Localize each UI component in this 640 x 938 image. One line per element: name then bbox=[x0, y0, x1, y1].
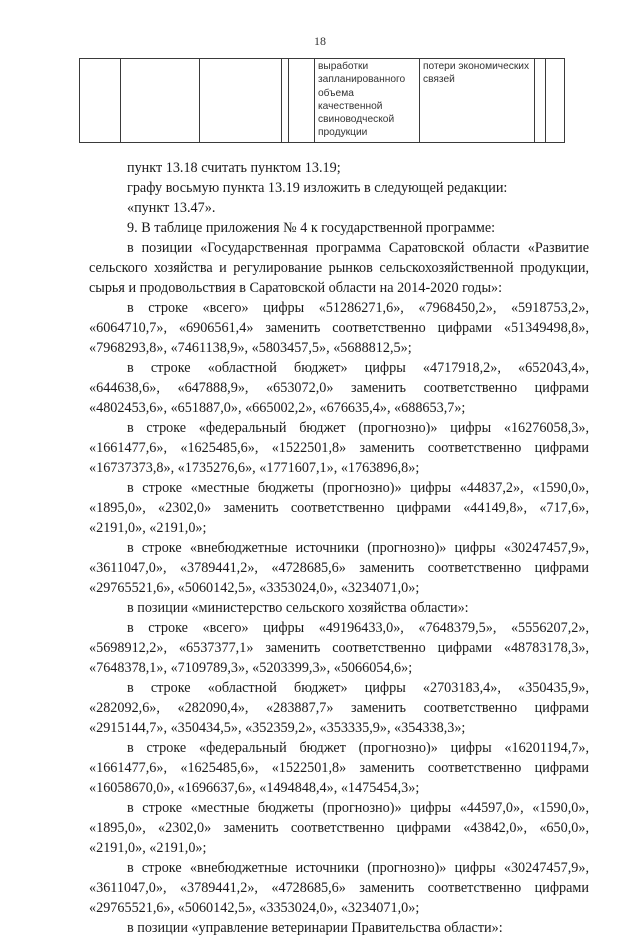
text-line: «6064710,7», «6906561,4» заменить соответственно цифрами «51349498,8», bbox=[89, 320, 589, 336]
text-line: «5698912,2», «6537377,1» заменить соответственно цифрами «48783178,3», bbox=[89, 640, 589, 656]
text-line: «29765521,6», «5060142,5», «3353024,0», «3234071,0»; bbox=[89, 900, 420, 916]
table-row bbox=[80, 59, 565, 143]
text-line: «16058670,0», «1696637,6», «1494848,4», «1475454,3»; bbox=[89, 780, 420, 796]
text-line: «2191,0», «2191,0»; bbox=[89, 840, 207, 856]
text-line: графу восьмую пункта 13.19 изложить в следующей редакции: bbox=[127, 180, 508, 196]
text-line: в строке «всего» цифры «49196433,0», «7648379,5», «5556207,2», bbox=[127, 620, 589, 636]
table-cell bbox=[200, 59, 282, 143]
text-line: в строке «областной бюджет» цифры «2703183,4», «350435,9», bbox=[127, 680, 589, 696]
table-cell bbox=[282, 59, 289, 143]
text-line: «29765521,6», «5060142,5», «3353024,0», «3234071,0»; bbox=[89, 580, 420, 596]
table-cell bbox=[121, 59, 200, 143]
table-cell bbox=[289, 59, 315, 143]
text-line: «пункт 13.47». bbox=[127, 200, 216, 216]
text-line: в строке «федеральный бюджет (прогнозно)» цифры «16201194,7», bbox=[127, 740, 589, 756]
text-line: в позиции «Государственная программа Саратовской области «Развитие bbox=[127, 240, 589, 256]
document-body bbox=[89, 158, 589, 938]
text-line: «1895,0», «2302,0» заменить соответственно цифрами «43842,0», «650,0», bbox=[89, 820, 589, 836]
text-line: «7648378,1», «7109789,3», «5203399,3», «5066054,6»; bbox=[89, 660, 413, 676]
text-line: в строке «областной бюджет» цифры «4717918,2», «652043,4», bbox=[127, 360, 589, 376]
text-line: в позиции «управление ветеринарии Правительства области»: bbox=[127, 920, 503, 936]
text-line: пункт 13.18 считать пунктом 13.19; bbox=[127, 160, 341, 176]
text-line: в позиции «министерство сельского хозяйства области»: bbox=[127, 600, 469, 616]
continuation-table bbox=[79, 58, 565, 143]
text-line: 9. В таблице приложения № 4 к государственной программе: bbox=[127, 220, 496, 236]
table-cell bbox=[535, 59, 546, 143]
table-cell-result: выработки запланированного объема качественной свиноводческой продукции bbox=[315, 59, 420, 143]
text-line: сельского хозяйства и регулирование рынков сельскохозяйственной продукции, bbox=[89, 260, 589, 276]
text-line: «1895,0», «2302,0» заменить соответственно цифрами «44149,8», «717,6», bbox=[89, 500, 589, 516]
table-cell-risks: потери экономических связей bbox=[420, 59, 535, 143]
text-line: «16737373,8», «1735276,6», «1771607,1», «1763896,8»; bbox=[89, 460, 420, 476]
text-line: в строке «федеральный бюджет (прогнозно)» цифры «16276058,3», bbox=[127, 420, 589, 436]
text-line: «3611047,0», «3789441,2», «4728685,6» заменить соответственно цифрами bbox=[89, 560, 589, 576]
text-line: «2915144,7», «350434,5», «352359,2», «353335,9», «354338,3»; bbox=[89, 720, 466, 736]
text-line: в строке «внебюджетные источники (прогнозно)» цифры «30247457,9», bbox=[127, 540, 589, 556]
text-line: «7968293,8», «7461138,9», «5803457,5», «5688812,5»; bbox=[89, 340, 412, 356]
text-line: в строке «внебюджетные источники (прогнозно)» цифры «30247457,9», bbox=[127, 860, 589, 876]
text-line: в строке «местные бюджеты (прогнозно)» цифры «44837,2», «1590,0», bbox=[127, 480, 589, 496]
text-line: «4802453,6», «651887,0», «665002,2», «676635,4», «688653,7»; bbox=[89, 400, 466, 416]
text-line: сырья и продовольствия в Саратовской области на 2014-2020 годы»: bbox=[89, 280, 503, 296]
text-line: «1661477,6», «1625485,6», «1522501,8» заменить соответственно цифрами bbox=[89, 440, 589, 456]
text-line: «2191,0», «2191,0»; bbox=[89, 520, 207, 536]
text-line: «282092,6», «282090,4», «283887,7» заменить соответственно цифрами bbox=[89, 700, 589, 716]
table-cell bbox=[80, 59, 121, 143]
text-line: в строке «местные бюджеты (прогнозно)» цифры «44597,0», «1590,0», bbox=[127, 800, 589, 816]
text-line: «644638,6», «647888,9», «653072,0» заменить соответственно цифрами bbox=[89, 380, 589, 396]
page-number: 18 bbox=[314, 34, 326, 48]
text-line: «3611047,0», «3789441,2», «4728685,6» заменить соответственно цифрами bbox=[89, 880, 589, 896]
text-line: в строке «всего» цифры «51286271,6», «7968450,2», «5918753,2», bbox=[127, 300, 589, 316]
text-line: «1661477,6», «1625485,6», «1522501,8» заменить соответственно цифрами bbox=[89, 760, 589, 776]
table-cell bbox=[546, 59, 565, 143]
